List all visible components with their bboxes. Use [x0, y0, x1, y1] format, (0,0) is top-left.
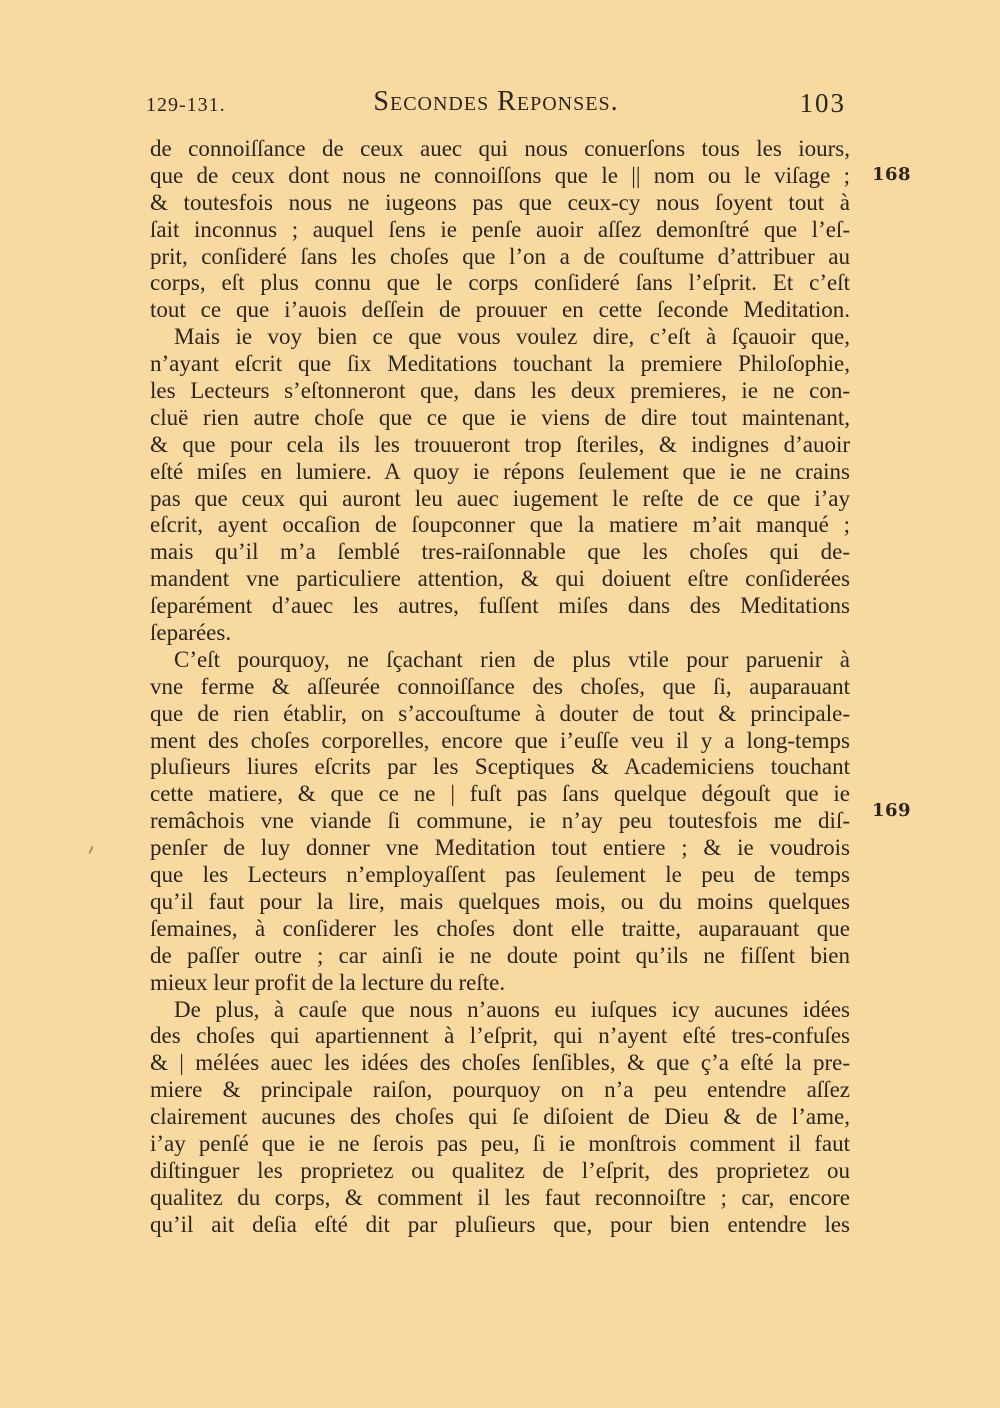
text-line: de paſſer outre ; car ainſi ie ne doute point qu’ils ne fiſſent bien — [150, 942, 850, 968]
text-line: eſcrit, ayent occaſion de ſoupconner que la matiere m’ait manqué ; — [150, 512, 850, 538]
text-line: vne ferme & aſſeurée connoiſſance des choſes, que ſi, auparauant — [150, 673, 850, 699]
running-title: Secondes Reponses. — [373, 86, 619, 117]
page-number: 103 — [799, 88, 846, 118]
text-line: qu’il faut pour la lire, mais quelques mois, ou du moins quelques — [150, 888, 850, 914]
text-line: des choſes qui apartiennent à l’eſprit, qui n’ayent eſté tres-confuſes — [150, 1023, 850, 1049]
text-line: clairement aucunes des choſes qui ſe diſoient de Dieu & de l’ame, — [150, 1104, 850, 1130]
text-line: n’ayant eſcrit que ſix Meditations touchant la premiere Philoſophie, — [150, 351, 850, 377]
text-line: corps, eſt plus connu que le corps conſideré ſans l’eſprit. Et c’eſt — [150, 270, 850, 296]
running-header — [146, 86, 846, 120]
text-line: mais qu’il m’a ſemblé tres-raiſonnable que les choſes qui de- — [150, 539, 850, 565]
text-line: mandent vne particuliere attention, & qui doiuent eſtre conſiderées — [150, 566, 850, 592]
text-line: les Lecteurs s’eſtonneront que, dans les deux premieres, ie ne con- — [150, 378, 850, 404]
text-line: ſemaines, à conſiderer les choſes dont elle traitte, auparauant que — [150, 915, 850, 941]
text-line: ſeparément d’auec les autres, fuſſent miſes dans des Meditations — [150, 593, 850, 619]
text-line: ment des choſes corporelles, encore que i’euſſe veu il y a long-temps — [150, 727, 850, 753]
body-text — [150, 136, 850, 1239]
text-line: & toutesfois nous ne iugeons pas que ceux-cy nous ſoyent tout à — [150, 189, 850, 215]
text-line: pluſieurs liures eſcrits par les Sceptiques & Academiciens touchant — [150, 754, 850, 780]
text-line: que de ceux dont nous ne connoiſſons que le || nom ou le viſage ; — [150, 162, 850, 188]
text-line: tout ce que i’auois deſſein de prouuer en cette ſeconde Meditation. — [150, 297, 850, 323]
text-line: remâchois vne viande ſi commune, ie n’ay peu toutesfois me diſ- — [150, 808, 850, 834]
text-line: cluë rien autre choſe que ce que ie viens de dire tout maintenant, — [150, 404, 850, 430]
text-line: diſtinguer les proprietez ou qualitez de l’eſprit, des proprietez ou — [150, 1157, 850, 1183]
text-line: Mais ie voy bien ce que vous voulez dire, c’eſt à ſçauoir que, — [174, 324, 850, 350]
text-line: ſait inconnus ; auquel ſens ie penſe auoir aſſez demonſtré que l’eſ- — [150, 216, 850, 242]
page-reference: 129-131. — [146, 94, 226, 116]
paper-speck — [88, 846, 93, 854]
text-line: eſté miſes en lumiere. A quoy ie répons ſeulement que ie ne crains — [150, 458, 850, 484]
text-line: pas que ceux qui auront leu auec iugement le reſte de ce que i’ay — [150, 485, 850, 511]
text-line: penſer de luy donner vne Meditation tout entiere ; & ie voudrois — [150, 835, 850, 861]
text-line: i’ay penſé que ie ne ſerois pas peu, ſi ie monſtrois comment il faut — [150, 1130, 850, 1156]
text-line: cette matiere, & que ce ne | fuſt pas ſans quelque dégouſt que ie — [150, 781, 850, 807]
text-line: de connoiſſance de ceux auec qui nous conuerſons tous les iours, — [150, 136, 850, 161]
text-line: C’eſt pourquoy, ne ſçachant rien de plus vtile pour paruenir à — [174, 646, 850, 672]
text-line: ſeparées. — [150, 620, 232, 646]
text-line: que les Lecteurs n’employaſſent pas ſeulement le peu de temps — [150, 862, 850, 888]
text-line: miere & principale raiſon, pourquoy on n’a peu entendre aſſez — [150, 1077, 850, 1103]
text-line: & que pour cela ils les trouueront trop ſteriles, & indignes d’auoir — [150, 431, 850, 457]
text-line: mieux leur profit de la lecture du reſte. — [150, 969, 506, 995]
text-line: que de rien établir, on s’accouſtume à douter de tout & principale- — [150, 700, 850, 726]
margin-number-169: 169 — [872, 800, 912, 821]
text-line: & | mélées auec les idées des choſes ſenſibles, & que ç’a eſté la pre- — [150, 1050, 850, 1076]
text-line: qualitez du corps, & comment il les faut reconnoiſtre ; car, encore — [150, 1184, 850, 1210]
text-line: qu’il ait deſia eſté dit par pluſieurs que, pour bien entendre les — [150, 1211, 850, 1237]
margin-number-168: 168 — [872, 164, 912, 185]
text-line: prit, conſideré ſans les choſes que l’on a de couſtume d’attribuer au — [150, 243, 850, 269]
text-line: De plus, à cauſe que nous n’auons eu iuſques icy aucunes idées — [174, 996, 850, 1022]
